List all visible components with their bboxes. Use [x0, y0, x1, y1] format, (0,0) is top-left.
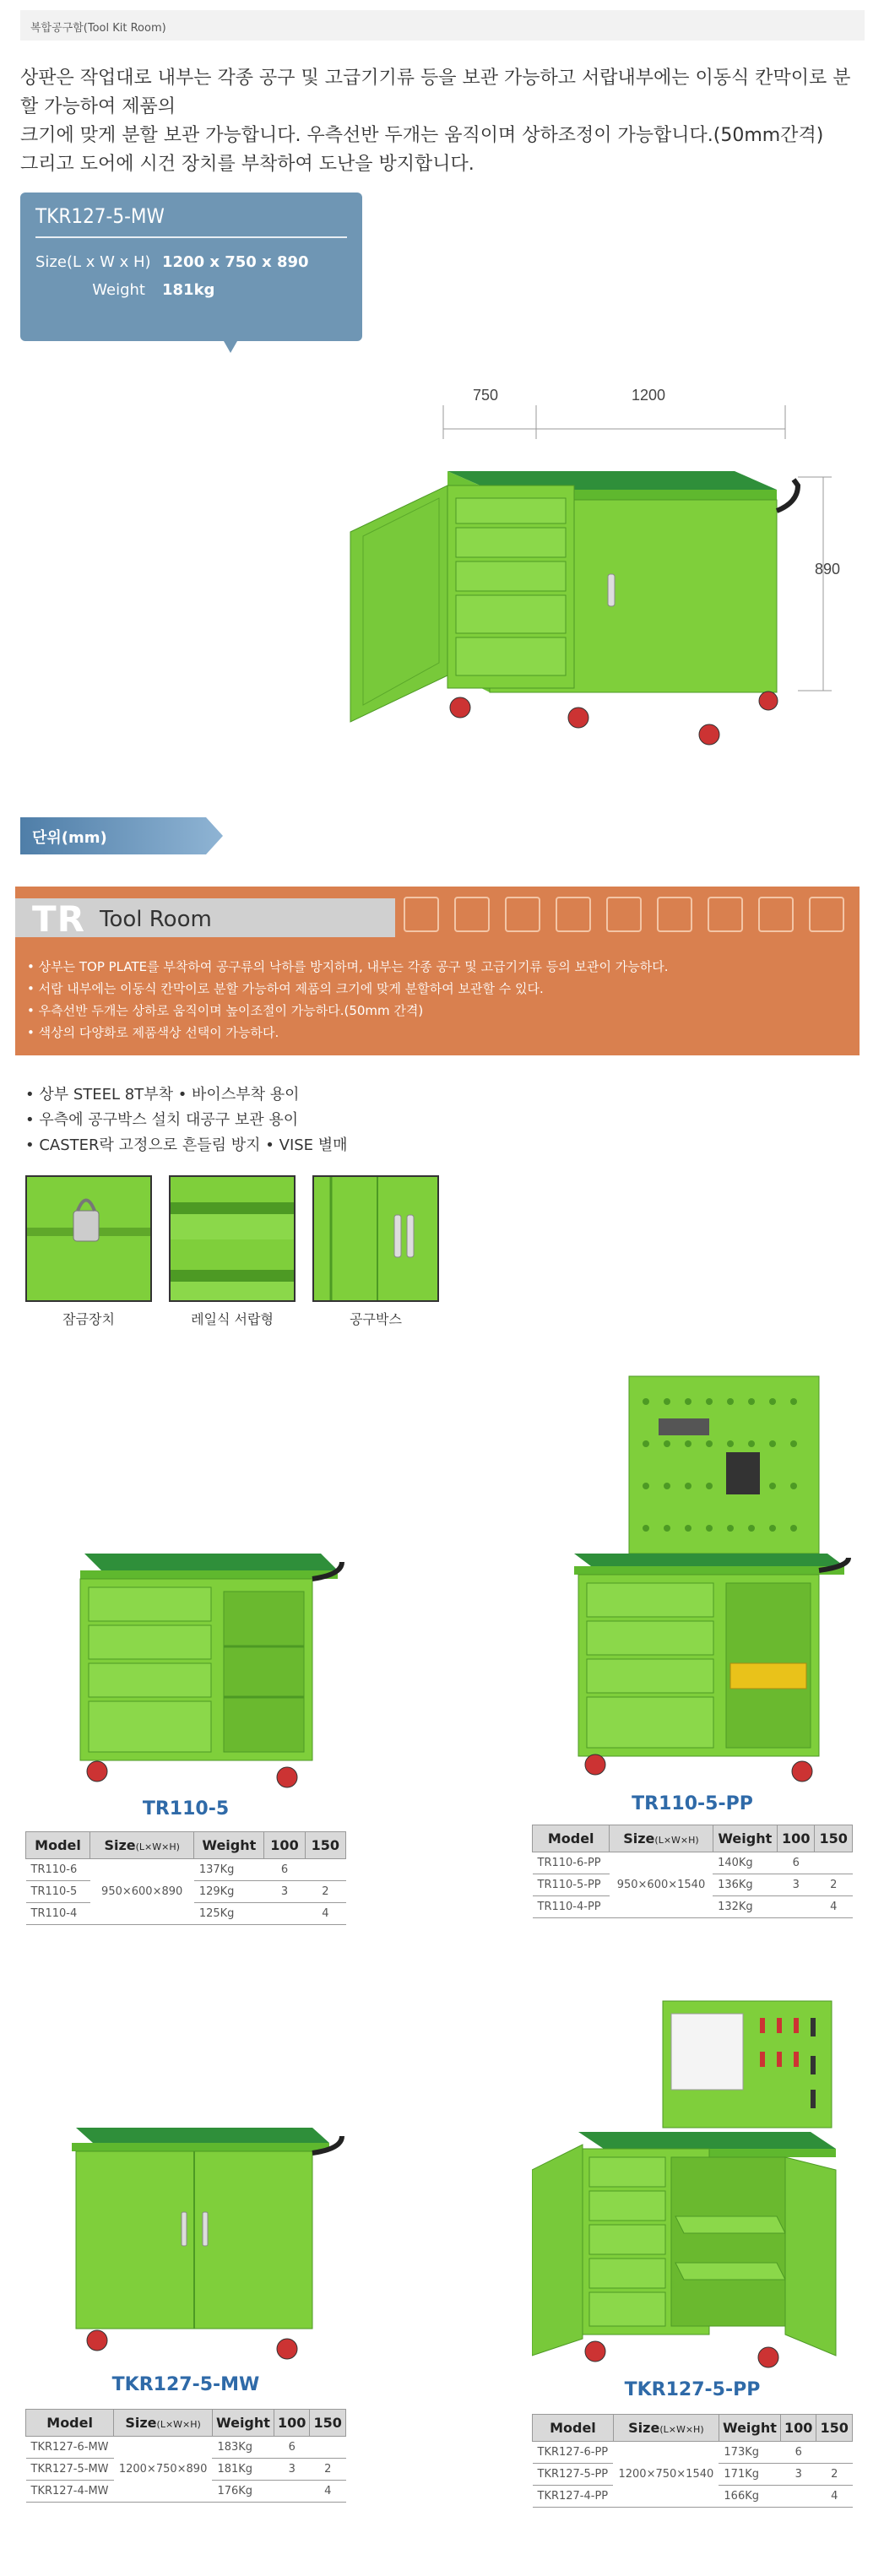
- product-name: TR110-5-PP: [632, 1793, 753, 1814]
- product-name: TKR127-5-PP: [624, 2379, 761, 2400]
- table-header-row: [533, 2415, 853, 2442]
- dim-depth: 750: [473, 387, 499, 404]
- spec-box-pointer: [224, 341, 237, 353]
- col-size: Size(L×W×H): [610, 1825, 713, 1852]
- col-weight: Weight: [194, 1832, 264, 1859]
- rail-drawer-image: [169, 1175, 296, 1302]
- table-cell: TR110-6-PP: [533, 1852, 610, 1874]
- table-row: [533, 2442, 853, 2464]
- table-cell: 2: [310, 2459, 346, 2481]
- table-cell: 1200×750×1540: [613, 2442, 719, 2508]
- thumb-caption: 잠금장치: [62, 1311, 115, 1327]
- tool-room-abbr: TR: [32, 898, 85, 940]
- tool-room-bullet: • 서랍 내부에는 이동식 칸막이로 분할 가능하여 제품의 크기에 맞게 분할하여 보관할 수 있다.: [27, 981, 544, 996]
- spec-weight-label: Weight: [92, 281, 145, 299]
- table-cell: TR110-4: [26, 1903, 90, 1925]
- spec-table: [532, 1825, 853, 1918]
- table-cell: TR110-6: [26, 1859, 90, 1881]
- intro-line-1: 상판은 작업대로 내부는 각종 공구 및 고급기기류 등을 보관 가능하고 서랍내부에는 이동식 칸막이로 분할 가능하여 제품의: [20, 68, 851, 117]
- table-cell: 2: [816, 2464, 853, 2486]
- door-handle-icon: [314, 1177, 439, 1302]
- table-cell: 136Kg: [713, 1874, 777, 1896]
- table-header-row: [533, 1825, 853, 1852]
- table-cell: 3: [778, 1874, 815, 1896]
- detail-thumbnails: [25, 1175, 439, 1328]
- spec-table: [25, 2409, 346, 2503]
- decor-square: [404, 897, 439, 932]
- col-weight: Weight: [713, 1825, 777, 1852]
- spec-weight-row: [35, 281, 347, 299]
- table-cell: 4: [305, 1903, 345, 1925]
- feature-item: • CASTER락 고정으로 흔들림 방지 • VISE 별매: [25, 1136, 348, 1154]
- decor-square: [606, 897, 642, 932]
- table-cell: 125Kg: [194, 1903, 264, 1925]
- tool-room-title: Tool Room: [100, 907, 212, 932]
- col-100: 100: [274, 2410, 310, 2437]
- table-cell: [780, 2486, 816, 2508]
- col-model: Model: [533, 2415, 614, 2442]
- thumb-tool-box: [312, 1175, 439, 1328]
- product-name: TKR127-5-MW: [111, 2374, 260, 2395]
- table-cell: 3: [780, 2464, 816, 2486]
- table-cell: [305, 1859, 345, 1881]
- col-150: 150: [815, 1825, 853, 1852]
- table-cell: 3: [264, 1881, 305, 1903]
- tool-room-bullets: [27, 956, 669, 1044]
- col-model: Model: [533, 1825, 610, 1852]
- decor-square: [809, 897, 844, 932]
- table-cell: 173Kg: [719, 2442, 780, 2464]
- table-cell: 6: [264, 1859, 305, 1881]
- spec-weight-value: 181kg: [162, 281, 215, 299]
- table-cell: 2: [815, 1874, 853, 1896]
- tool-room-bullet: • 색상의 다양화로 제품색상 선택이 가능하다.: [27, 1025, 279, 1040]
- table-cell: TKR127-6-PP: [533, 2442, 614, 2464]
- table-cell: TKR127-4-MW: [26, 2481, 114, 2503]
- col-100: 100: [778, 1825, 815, 1852]
- table-row: [26, 2437, 346, 2459]
- feature-item: • 상부 STEEL 8T부착 • 바이스부착 용이: [25, 1086, 300, 1104]
- table-header-row: [26, 1832, 346, 1859]
- intro-line-3: 그리고 도어에 시건 장치를 부착하여 도난을 방지합니다.: [20, 154, 475, 175]
- col-150: 150: [310, 2410, 346, 2437]
- tool-room-header: [15, 898, 395, 940]
- col-size: Size(L×W×H): [90, 1832, 194, 1859]
- intro-line-2: 크기에 맞게 분할 보관 가능합니다. 우측선반 두개는 움직이며 상하조정이 가능합니다.(50mm간격): [20, 125, 824, 146]
- table-row: [533, 1852, 853, 1874]
- table-cell: TR110-5-PP: [533, 1874, 610, 1896]
- col-150: 150: [305, 1832, 345, 1859]
- decor-square: [708, 897, 743, 932]
- table-cell: 4: [310, 2481, 346, 2503]
- table-cell: 4: [815, 1896, 853, 1918]
- table-cell: 181Kg: [212, 2459, 274, 2481]
- product-tr110-5-pp: [532, 1368, 853, 1918]
- spec-model: TKR127-5-MW: [35, 204, 347, 238]
- table-cell: 950×600×890: [90, 1859, 194, 1925]
- product-image: [532, 1368, 853, 1790]
- product-image: [25, 2111, 346, 2364]
- table-header-row: [26, 2410, 346, 2437]
- spec-box: [20, 193, 362, 341]
- col-size: Size(L×W×H): [613, 2415, 719, 2442]
- table-cell: TR110-4-PP: [533, 1896, 610, 1918]
- thumb-lock: [25, 1175, 152, 1328]
- tool-room-bullet: • 우측선반 두개는 상하로 움직이며 높이조절이 가능하다.(50mm 간격): [27, 1003, 424, 1018]
- product-name: TR110-5: [142, 1798, 230, 1819]
- decor-square: [758, 897, 794, 932]
- dim-width: 1200: [632, 387, 666, 404]
- table-cell: 6: [274, 2437, 310, 2459]
- decor-square: [505, 897, 540, 932]
- table-cell: [274, 2481, 310, 2503]
- table-cell: TKR127-6-MW: [26, 2437, 114, 2459]
- col-150: 150: [816, 2415, 853, 2442]
- spec-table: [25, 1831, 346, 1925]
- dim-height: 890: [815, 561, 841, 578]
- product-tkr127-5-pp: [532, 1993, 853, 2508]
- spec-size-row: [35, 253, 347, 271]
- thumb-caption: 레일식 서랍형: [191, 1311, 274, 1327]
- table-row: [26, 1859, 346, 1881]
- table-cell: 3: [274, 2459, 310, 2481]
- table-cell: 137Kg: [194, 1859, 264, 1881]
- table-cell: TR110-5: [26, 1881, 90, 1903]
- table-cell: [310, 2437, 346, 2459]
- table-cell: 171Kg: [719, 2464, 780, 2486]
- table-cell: 140Kg: [713, 1852, 777, 1874]
- table-cell: [815, 1852, 853, 1874]
- table-cell: [816, 2442, 853, 2464]
- table-cell: TKR127-4-PP: [533, 2486, 614, 2508]
- table-cell: [264, 1903, 305, 1925]
- feature-list: [25, 1082, 348, 1158]
- tool-box-image: [312, 1175, 439, 1302]
- unit-tag-label: 단위(mm): [32, 829, 107, 847]
- table-cell: 950×600×1540: [610, 1852, 713, 1918]
- table-cell: TKR127-5-MW: [26, 2459, 114, 2481]
- col-size: Size(L×W×H): [114, 2410, 213, 2437]
- main-product-image: [338, 380, 844, 768]
- thumb-rail-drawer: [169, 1175, 296, 1328]
- table-cell: 166Kg: [719, 2486, 780, 2508]
- lock-image: [25, 1175, 152, 1302]
- spec-size-value: 1200 x 750 x 890: [162, 253, 309, 271]
- col-weight: Weight: [719, 2415, 780, 2442]
- unit-tag: [20, 817, 223, 854]
- table-cell: 6: [778, 1852, 815, 1874]
- intro-text: [20, 64, 865, 179]
- spec-size-label: Size(L x W x H): [35, 253, 151, 271]
- table-cell: 4: [816, 2486, 853, 2508]
- tool-room-panel: [15, 887, 860, 1055]
- table-cell: 176Kg: [212, 2481, 274, 2503]
- product-image: [532, 1993, 853, 2373]
- tool-room-decor-squares: [404, 897, 844, 932]
- table-cell: 183Kg: [212, 2437, 274, 2459]
- table-cell: [778, 1896, 815, 1918]
- product-image: [25, 1537, 346, 1790]
- decor-square: [454, 897, 490, 932]
- table-cell: 6: [780, 2442, 816, 2464]
- col-model: Model: [26, 2410, 114, 2437]
- rail-drawer-icon: [171, 1177, 296, 1302]
- product-tr110-5: [25, 1537, 346, 1925]
- breadcrumb: 복합공구함(Tool Kit Room): [20, 10, 865, 41]
- table-cell: 2: [305, 1881, 345, 1903]
- table-cell: 1200×750×890: [114, 2437, 213, 2503]
- col-model: Model: [26, 1832, 90, 1859]
- col-100: 100: [780, 2415, 816, 2442]
- col-weight: Weight: [212, 2410, 274, 2437]
- decor-square: [657, 897, 692, 932]
- feature-item: • 우측에 공구박스 설치 대공구 보관 용이: [25, 1111, 299, 1129]
- thumb-caption: 공구박스: [350, 1311, 402, 1327]
- table-cell: TKR127-5-PP: [533, 2464, 614, 2486]
- product-tkr127-5-mw: [25, 2111, 346, 2503]
- tool-room-bullet: • 상부는 TOP PLATE를 부착하여 공구류의 낙하를 방지하며, 내부는 각종 공구 및 고급기기류 등의 보관이 가능하다.: [27, 959, 669, 974]
- decor-square: [556, 897, 591, 932]
- col-100: 100: [264, 1832, 305, 1859]
- lock-icon: [27, 1177, 152, 1302]
- table-cell: 129Kg: [194, 1881, 264, 1903]
- spec-table: [532, 2414, 853, 2508]
- table-cell: 132Kg: [713, 1896, 777, 1918]
